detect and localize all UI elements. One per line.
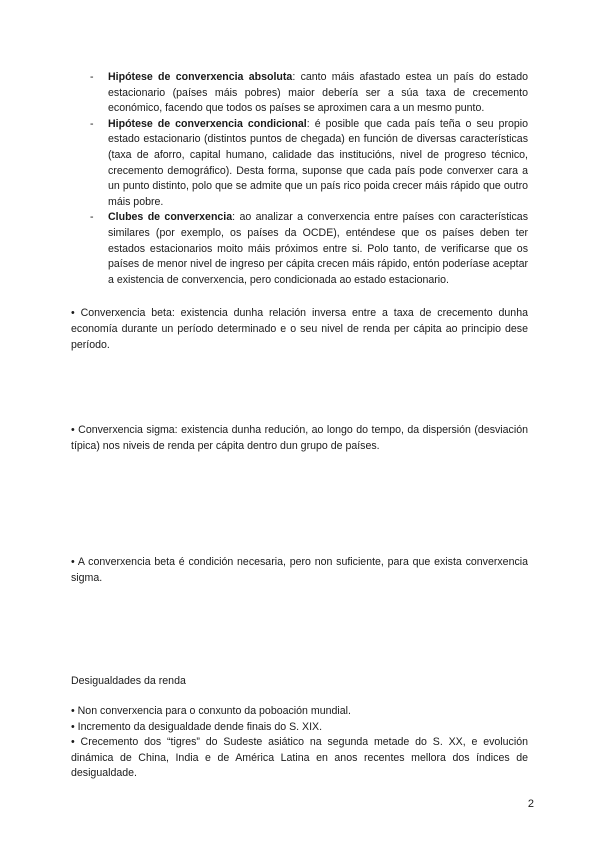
beta-convergence-paragraph: • Converxencia beta: existencia dunha relación inversa entre a taxa de crecemento dunha economía durante un período determinado e o seu nivel de renda per cápita ao principio dese período. <box>71 307 528 351</box>
sigma-convergence-paragraph: • Converxencia sigma: existencia dunha redución, ao longo do tempo, da dispersión (desviación típica) nos niveis de renda per cápita dentro dun grupo de países. <box>71 424 528 452</box>
inequality-bullet-list <box>71 704 528 782</box>
hypothesis-conditional <box>90 117 528 211</box>
hypothesis-text: : canto máis afastado estea un país do estado estacionario (países máis pobres) maior debería ser a súa taxa de crecemento económico, facendo que todos os países se aproximen cara a un mesmo punto. <box>108 71 528 115</box>
dash-marker: - <box>90 117 94 130</box>
hypothesis-absolute <box>90 70 528 117</box>
page-number: 2 <box>527 798 534 810</box>
section-heading: Desigualdades da renda <box>71 675 186 687</box>
hypothesis-clubs <box>90 210 528 288</box>
beta-sigma-condition-paragraph: • A converxencia beta é condición necesaria, pero non suficiente, para que exista converxencia sigma. <box>71 556 528 584</box>
dash-marker: - <box>90 211 94 224</box>
list-item: • Crecemento dos “tigres” do Sudeste asiático na segunda metade do S. XX, e evolución dinámica de China, India e de América Latina en anos recentes mellora dos índices de desigualdade. <box>71 736 528 779</box>
hypothesis-text: : ao analizar a converxencia entre países con características similares (por exemplo, os países da OCDE), enténdese que os países deben ter estados estacionarios moito máis próximos entre si. Polo tanto, de verificarse que os países de menor nivel de ingreso per cápita crecen máis rápido, entón poderíase aceptar a existencia de converxencia, pero condicionada ao estado estacionario. <box>108 211 528 286</box>
list-item: • Incremento da desigualdade dende finais do S. XIX. <box>71 720 323 733</box>
hypothesis-term: Clubes de converxencia <box>108 211 233 224</box>
list-item: • Non converxencia para o conxunto da poboación mundial. <box>71 705 351 717</box>
convergence-hypotheses-list <box>90 70 528 288</box>
hypothesis-text: : é posible que cada país teña o seu propio estado estacionario (distintos puntos de chegada) en función de diversas características (taxa de aforro, capital humano, calidade das institucións, nivel de progreso técnico, crecemento demográfico). Desta forma, suponse que cada país pode converxer cara a un punto distinto, polo que se admite que un país rico poida crecer máis rápido que outro máis pobre. <box>108 117 528 208</box>
hypothesis-term: Hipótese de converxencia absoluta <box>108 71 293 83</box>
dash-marker: - <box>90 71 94 83</box>
hypothesis-term: Hipótese de converxencia condicional <box>108 117 307 130</box>
